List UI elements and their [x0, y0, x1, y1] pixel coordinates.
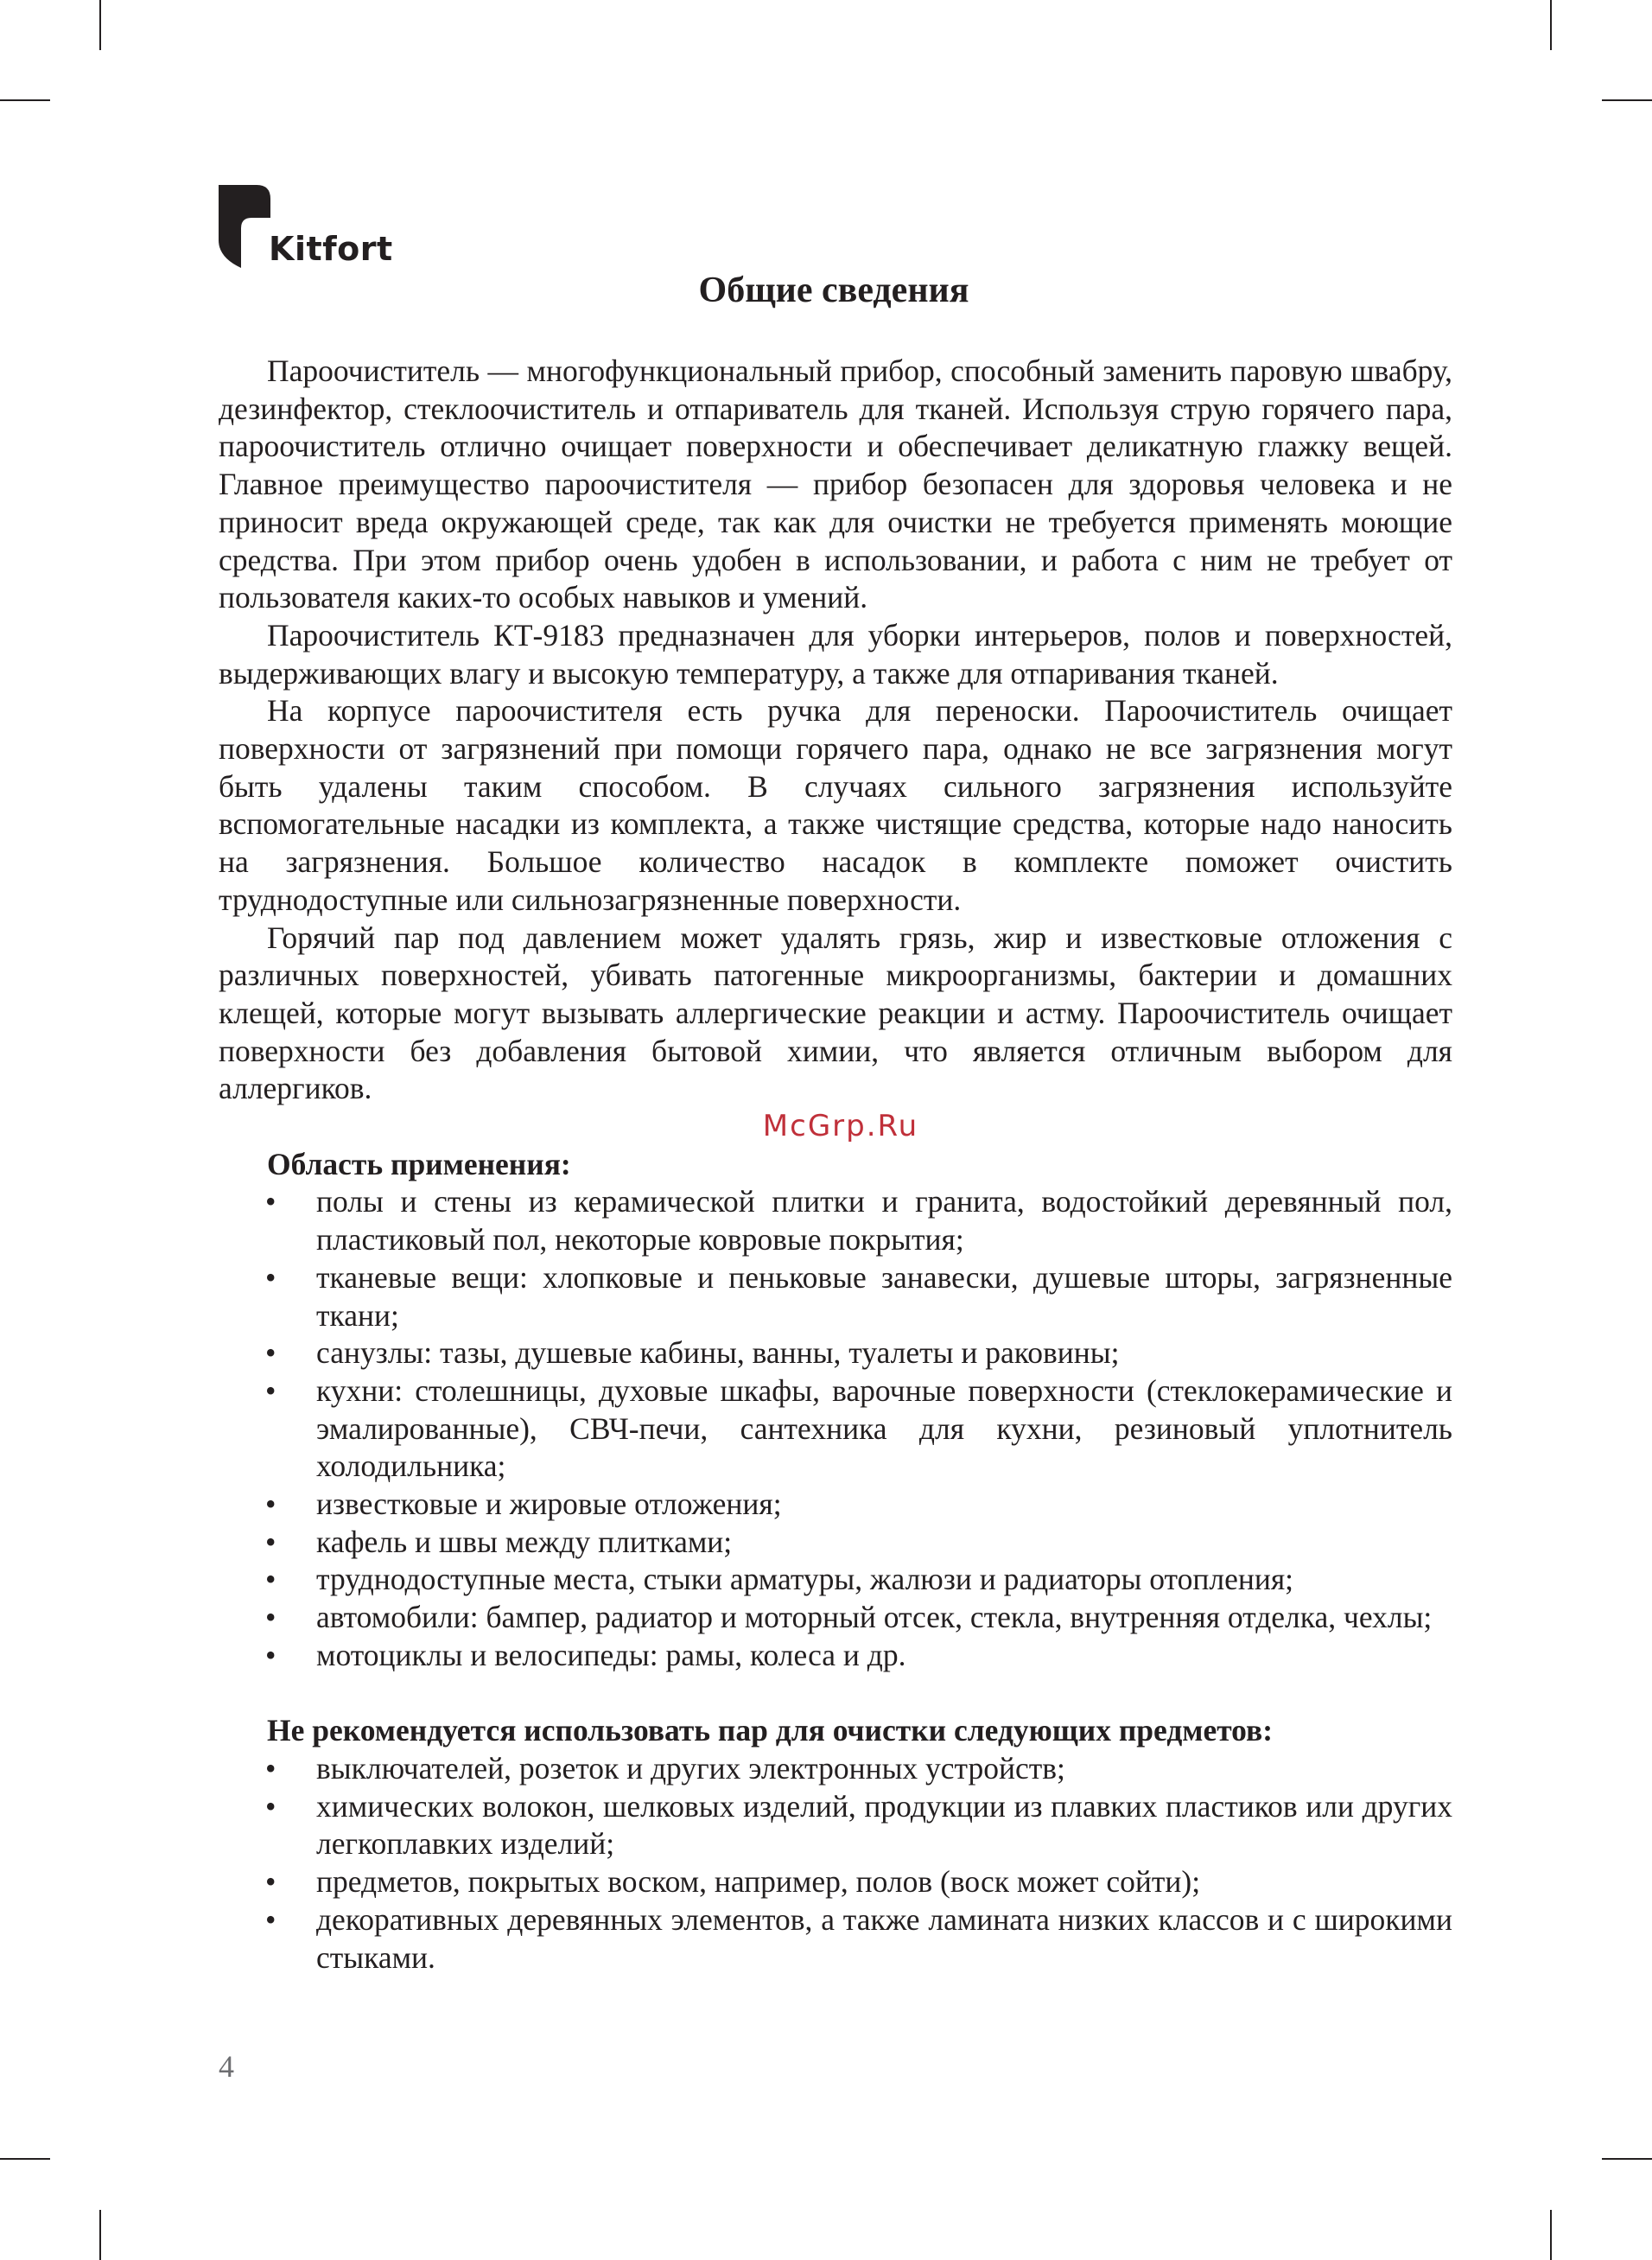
list-item-text: санузлы: тазы, душевые кабины, ванны, туалеты и раковины; — [316, 1335, 1120, 1371]
list-item-text: кухни: столешницы, духовые шкафы, варочные поверхности (стеклокерамические и эмалированные), СВЧ-печи, сантехника для кухни, резиновый уплотнитель холодильника; — [316, 1372, 1452, 1484]
list-item — [219, 1524, 1452, 1562]
list-item-text: предметов, покрытых воском, например, полов (воск может сойти); — [316, 1864, 1201, 1900]
list-item-text: мотоциклы и велосипеды: рамы, колеса и др. — [316, 1637, 906, 1672]
crop-mark-left-top — [0, 99, 50, 101]
list-item-text: кафель и швы между плитками; — [316, 1524, 733, 1559]
crop-mark-top-right — [1550, 0, 1552, 50]
list-item-text: химических волокон, шелковых изделий, продукции из плавких пластиков или других легкоплавких изделий; — [316, 1788, 1452, 1862]
list-item-text: тканевые вещи: хлопковые и пеньковые занавески, душевые шторы, загрязненные ткани; — [316, 1259, 1452, 1333]
list-item-text: полы и стены из керамической плитки и гранита, водостойкий деревянный пол, пластиковый пол, некоторые ковровые покрытия; — [316, 1184, 1452, 1257]
crop-mark-right-bottom — [1602, 2158, 1652, 2160]
list-item — [219, 1372, 1452, 1486]
paragraph: На корпусе пароочистителя есть ручка для переноски. Пароочиститель очищает поверхности от загрязнений при помощи горячего пара, однако не все загрязнения могут быть удалены таким способом. В случаях сильного загрязнения используйте вспомогательные насадки из комплекта, а также чистящие средства, которые надо наносить на загрязнения. Большое количество насадок в комплекте поможет очистить труднодоступные или сильнозагрязненные поверхности. — [219, 693, 1452, 917]
bullet-icon: • — [265, 1600, 276, 1635]
not-recommended-heading: Не рекомендуется использовать пар для очистки следующих предметов: — [267, 1713, 1274, 1748]
list-item-text: известковые и жировые отложения; — [316, 1487, 782, 1522]
crop-mark-top-left — [99, 0, 101, 50]
bullet-icon: • — [265, 1184, 276, 1219]
page-number: 4 — [219, 2049, 234, 2084]
list-item — [219, 1561, 1452, 1599]
paragraph: Пароочиститель — многофункциональный прибор, способный заменить паровую швабру, дезинфектор, стеклоочиститель и отпариватель для тканей. Используя струю горячего пара, пароочиститель отлично очищает поверхности и обеспечивает деликатную глажку вещей. Главное преимущество пароочистителя — прибор безопасен для здоровья человека и не приносит вреда окружающей среде, так как для очистки не требуется применять моющие средства. При этом прибор очень удобен в использовании, и работа с ним не требует от пользователя каких-то особых навыков и умений. — [219, 353, 1452, 615]
list-item — [219, 1334, 1452, 1372]
crop-mark-left-bottom — [0, 2158, 50, 2160]
page-title: Общие сведения — [698, 271, 969, 310]
list-item — [219, 1901, 1452, 1977]
list-item — [219, 1750, 1452, 1788]
bullet-icon: • — [265, 1901, 276, 1937]
list-item-text: выключателей, розеток и других электронных устройств; — [316, 1750, 1065, 1786]
list-item — [219, 1183, 1452, 1258]
paragraph: Пароочиститель КТ-9183 предназначен для уборки интерьеров, полов и поверхностей, выдерживающих влагу и высокую температуру, а также для отпаривания тканей. — [219, 617, 1452, 691]
list-item — [219, 1863, 1452, 1901]
bullet-icon: • — [265, 1637, 276, 1672]
bullet-icon: • — [265, 1259, 276, 1295]
kitfort-logo — [219, 185, 391, 271]
logo-brand-text: Kitfort — [269, 230, 393, 268]
list-item-text: автомобили: бампер, радиатор и моторный отсек, стекла, внутренняя отделка, чехлы; — [316, 1600, 1433, 1635]
list-item — [219, 1637, 1452, 1675]
bullet-icon: • — [265, 1562, 276, 1597]
bullet-icon: • — [265, 1487, 276, 1522]
list-item — [219, 1599, 1452, 1637]
crop-mark-bottom-right — [1550, 2210, 1552, 2260]
bullet-icon: • — [265, 1864, 276, 1900]
list-item — [219, 1259, 1452, 1334]
bullet-icon: • — [265, 1524, 276, 1559]
list-item-text: декоративных деревянных элементов, а также ламината низких классов и с широкими стыками. — [316, 1901, 1452, 1975]
list-item — [219, 1486, 1452, 1524]
bullet-icon: • — [265, 1750, 276, 1786]
not-recommended-list — [219, 1750, 1452, 1977]
bullet-icon: • — [265, 1335, 276, 1371]
paragraph: Горячий пар под давлением может удалять грязь, жир и известковые отложения с различных поверхностей, убивать патогенные микроорганизмы, бактерии и домашних клещей, которые могут вызывать аллергические реакции и астму. Пароочиститель очищает поверхности без добавления бытовой химии, что является отличным выбором для аллергиков. — [219, 920, 1452, 1106]
bullet-icon: • — [265, 1788, 276, 1824]
list-item — [219, 1788, 1452, 1863]
usage-list — [219, 1183, 1452, 1674]
bullet-icon: • — [265, 1372, 276, 1408]
crop-mark-right-top — [1602, 99, 1652, 101]
watermark-link[interactable]: McGrp.Ru — [762, 1109, 919, 1144]
crop-mark-bottom-left — [99, 2210, 101, 2260]
list-item-text: труднодоступные места, стыки арматуры, жалюзи и радиаторы отопления; — [316, 1562, 1294, 1597]
kitfort-logo-mark-icon — [219, 185, 270, 268]
document-body — [219, 353, 1452, 1977]
usage-heading: Область применения: — [267, 1146, 571, 1181]
